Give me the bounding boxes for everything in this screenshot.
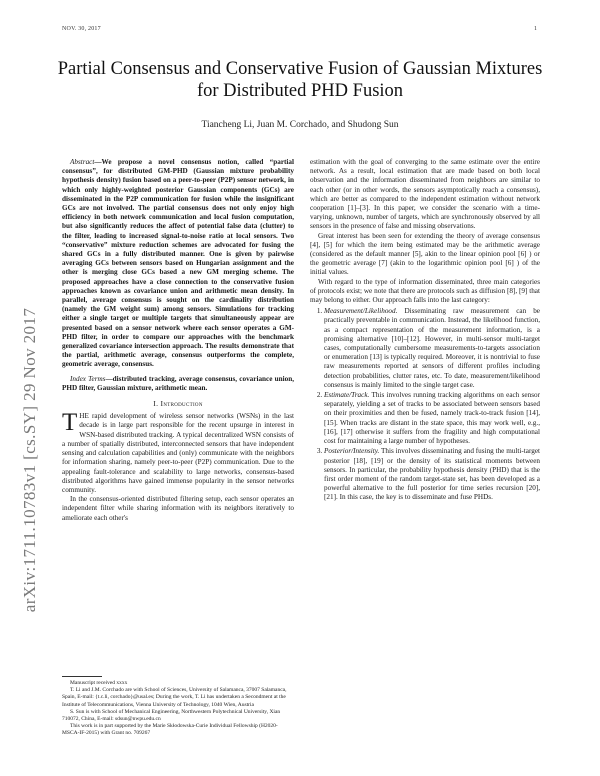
list-item-label: Posterior/Intensity.: [324, 447, 380, 456]
right-column: [310, 158, 540, 504]
right-paragraph-3: With regard to the type of information disseminated, three main categories of protocols exist; we note that there are protocols such as diffusion [8], [9] that may belong to either. Our approach falls into the last category:: [310, 277, 540, 305]
index-terms: [62, 375, 294, 393]
arxiv-stamp: arXiv:1711.10783v1 [cs.SY] 29 Nov 2017: [20, 307, 39, 613]
footnotes: [62, 680, 294, 738]
paper-title: Partial Consensus and Conservative Fusion of Gaussian Mixtures for Distributed PHD Fusion: [57, 59, 543, 101]
intro-paragraph-2: In the consensus-oriented distributed filtering setup, each sensor operates an independent filter while sharing information with its neighbors iteratively to ameliorate each other's: [62, 495, 294, 522]
header-date: NOV. 30, 2017: [62, 26, 101, 32]
footnote-manuscript: Manuscript received xxxx: [70, 680, 128, 686]
index-terms-text: —distributed tracking, average consensus, covariance union, PHD filter, Gaussian mixture, arithmetic mean.: [62, 374, 294, 392]
section-heading-introduction: I. Introduction: [153, 399, 203, 409]
page-number: 1: [534, 26, 538, 32]
left-column: [62, 158, 294, 523]
intro-paragraph-1-text: HE rapid development of wireless sensor networks (WSNs) in the last decade is in large part responsible for the recent upsurge in interest in WSN-based distributed tracking. A typical decentralized WSN consists of a number of spatially distributed, interconnected sensors that have independent sensing and calculation capabilities and (only) communicate with the neighbors for information sharing, namely peer-to-peer (P2P) communication. Due to the appealing fault-tolerance and scalability to large networks, consensus-based distributed algorithms have gained immense popularity in the sensor networks community.: [62, 412, 294, 494]
list-item: [324, 447, 540, 502]
list-item-label: Measurement/Likelihood.: [324, 307, 398, 316]
protocol-category-list: [310, 307, 540, 502]
dropcap-letter: T: [62, 409, 78, 437]
abstract-text: —We propose a novel consensus notion, called “partial consensus”, for distributed GM-PHD (Gaussian mixture probability hypothesis density) fusion based on a peer-to-peer (P2P) sensor network, in which only highly-weighted posterior Gaussian components (GCs) are disseminated in the P2P communication for fusion while the insignificant GCs are not involved. The partial consensus does not only enjoy high efficiency in both network communication and local fusion computation, but also significantly reduces the affect of potential false data (clutter) to the filter, leading to increased signal-to-noise ratio at local sensors. Two “conservative” mixture reduction schemes are advocated for fusing the shared GCs in a fully distributed manner. One is given by pairwise averaging GCs between sensors based on Hungarian assignment and the other is merging close GCs based a new GM merging scheme. The proposed approaches have a close connection to the conservative fusion approaches known as covariance union and arithmetic mean density. In parallel, average consensus is sought on the cardinality distribution (namely the GM weight sum) among sensors. Simulations for tracking either a single target or multiple targets that simultaneously appear are presented based on a sensor network where each sensor operates a GM-PHD filter, in order to compare our approaches with the benchmark generalized covariance intersection approach. The results demonstrate that the partial, arithmetic average, consensus outperforms the complete, geometric average, consensus.: [62, 158, 294, 369]
list-item: [324, 391, 540, 446]
footnote-affiliation-1: T. Li and J.M. Corchado are with School of Sciences, University of Salamanca, 37007 Salamanca, Spain, E-mail: {t.c.li, corchado}@usal.es; During the work, T. Li has undertaken a Secondment at the Institute of Telecommunications, Vienna University of Technology, 1040 Wien, Austria: [62, 687, 287, 708]
right-paragraph-2: Great interest has been seen for extending the theory of average consensus [4], [5] for which the item being estimated may be the arithmetic average (considered as the default manner [5], akin to the linear opinion pool [6] ) or the geometric average [7] (akin to the logarithmic opinion pool [6] ) of the initial values.: [310, 231, 540, 277]
footnote-funding: This work is in part supported by the Marie Skłodowska-Curie Individual Fellowship (H2020-MSCA-IF-2015) with Grant no. 709267: [62, 723, 278, 737]
footnote-affiliation-2: S. Sun is with School of Mechanical Engineering, Northwestern Polytechnical University, Xian 710072, China, E-mail: sdsun@nwpu.edu.cn: [62, 708, 281, 723]
paper-authors: Tiancheng Li, Juan M. Corchado, and Shudong Sun: [201, 120, 399, 130]
abstract: [62, 158, 294, 370]
footnote-rule: [62, 676, 102, 677]
list-item-text: This involves disseminating and fusing the multi-target posterior [18], [19] or the density of its statistical moments between sensors. In particular, the probability hypothesis density (PHD) that is the first order moment of the random target-state set, has been developed as a powerful alternative to the full posterior for time series recursion [20], [21]. In this case, the key is to disseminate and fuse PHDs.: [324, 447, 540, 502]
list-item-text: This involves running tracking algorithms on each sensor separately, yielding a set of tracks to be associated between sensors based on their proximities and then be fused, namely track-to-track fusion [14], [15]. When tracks are distant in the state space, this may work well, e.g., [16], [17] otherwise it suffers from the fragility and high computational cost for maintaining a large number of hypotheses.: [324, 391, 540, 446]
right-paragraph-1: estimation with the goal of converging to the same estimate over the entire network. As a result, local estimation that are made based on both local observation and the information disseminated from neighbors are similar to each other (or in other words, the sensors asymptotically reach a consensus), which are better as compared to the independent estimation without network cooperation [1]–[3]. In this paper, we consider the scenario with a time-varying, unknown, number of targets, which are synchronously observed by all sensors in the presence of false and missing observations.: [310, 158, 540, 231]
list-item-label: Estimate/Track.: [324, 391, 370, 400]
list-item-text: Disseminating raw measurement can be practically preventable in communication. Instead, the likelihood function, as a compact representation of the measurement information, is a promising alternative [10]–[12]. However, in multi-sensor multi-target cases, computationally cumbersome measurements-to-targets association or enumeration [13] is typically required. Moreover, it is nontrivial to fuse raw measurements reported at sensors of different profiles including detection probabilities, clutter rates, etc. To date, measurement/likelihood consensus is mainly limited to the single target case.: [324, 307, 540, 389]
abstract-lead: Abstract: [70, 158, 95, 166]
intro-paragraph-1: [62, 409, 294, 495]
list-item: [324, 307, 540, 390]
index-terms-lead: Index Terms: [70, 374, 106, 383]
